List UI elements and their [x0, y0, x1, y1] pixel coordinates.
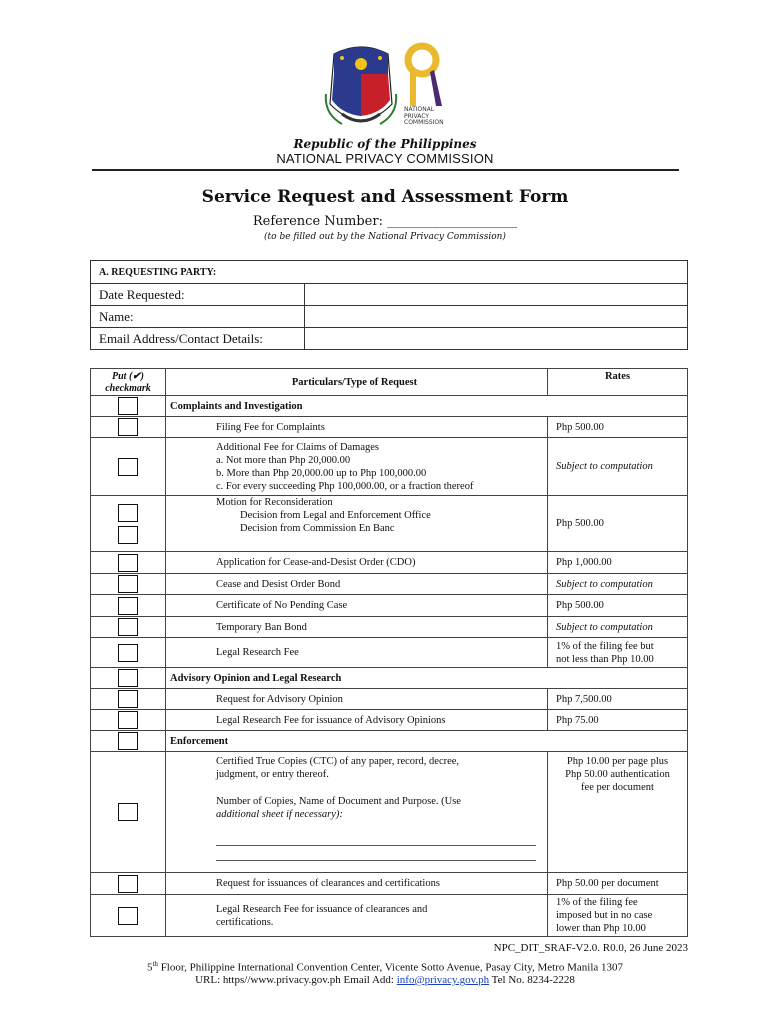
- agency-heading: NATIONAL PRIVACY COMMISSION: [276, 151, 494, 166]
- republic-heading: Republic of the Philippines: [293, 137, 477, 151]
- advisory-category-checkbox[interactable]: [118, 669, 138, 687]
- ctc-entry-line[interactable]: [216, 846, 536, 861]
- rate-line: 1% of the filing fee: [556, 897, 638, 908]
- complaints-checkbox[interactable]: [118, 397, 138, 415]
- rate-line: Php 10.00 per page plus: [566, 756, 669, 767]
- clearance-research-checkbox[interactable]: [118, 907, 138, 925]
- cdo-label: Application for Cease-and-Desist Order (CDO): [216, 557, 416, 568]
- motion-legal-checkbox[interactable]: [118, 504, 138, 522]
- advisory-opinion-label: Request for Advisory Opinion: [216, 693, 343, 705]
- npc-logo-text-line: COMMISSION: [404, 119, 444, 126]
- philippine-seal-logo: [322, 44, 400, 132]
- footer-address: [0, 960, 770, 974]
- checkmark-column-header: [91, 369, 166, 396]
- ctc-line: judgment, or entry thereof.: [216, 769, 329, 780]
- clearance-research-line: certifications.: [216, 916, 274, 928]
- damages-line: Additional Fee for Claims of Damages: [216, 441, 380, 453]
- no-pending-case-label: Certificate of No Pending Case: [216, 600, 348, 611]
- ctc-description: [166, 752, 548, 873]
- requesting-party-table: [90, 260, 688, 350]
- ban-bond-label: Temporary Ban Bond: [216, 621, 307, 633]
- services-table: [90, 368, 688, 937]
- clearances-rate: Php 50.00 per document: [548, 873, 688, 895]
- clearances-checkbox[interactable]: [118, 875, 138, 893]
- no-pending-case-checkbox[interactable]: [118, 597, 138, 615]
- npc-logo-text-line: PRIVACY: [404, 112, 430, 120]
- header-rule: [92, 169, 679, 171]
- reference-note: (to be filled out by the National Privacy Commission): [264, 232, 506, 242]
- motion-enbanc-checkbox[interactable]: [118, 526, 138, 544]
- footer-contact: [0, 974, 770, 986]
- floor-suffix: th: [152, 960, 158, 968]
- rate-line: imposed but in no case: [556, 910, 653, 921]
- npc-logo-text-line: NATIONAL: [404, 106, 435, 113]
- motion-description: [166, 496, 548, 552]
- clearance-research-rate: [548, 895, 688, 937]
- telephone: Tel No. 8234-2228: [489, 974, 575, 986]
- ctc-copies-note: additional sheet if necessary):: [216, 809, 343, 820]
- clearances-label: Request for issuances of clearances and certifications: [216, 878, 440, 889]
- advisory-research-rate: Php 75.00: [548, 710, 688, 731]
- npc-logo-text: [404, 107, 444, 127]
- email-link[interactable]: info@privacy.gov.ph: [396, 974, 490, 986]
- ctc-checkbox[interactable]: [118, 803, 138, 821]
- damages-rate: Subject to computation: [548, 438, 688, 496]
- reference-number-field[interactable]: Reference Number: ____________________: [252, 214, 518, 229]
- legal-research-rate: [548, 638, 688, 668]
- email-contact-input[interactable]: [305, 328, 688, 350]
- rate-line: not less than Php 10.00: [556, 653, 654, 665]
- form-title: Service Request and Assessment Form: [201, 187, 569, 207]
- advisory-research-label: Legal Research Fee for issuance of Advisory Opinions: [216, 714, 446, 726]
- category-enforcement: Enforcement: [166, 731, 688, 752]
- clearance-research-description: [166, 895, 548, 937]
- advisory-research-checkbox[interactable]: [118, 711, 138, 729]
- date-requested-input[interactable]: [305, 284, 688, 306]
- filing-fee-rate: Php 500.00: [548, 417, 688, 438]
- clearance-research-line: Legal Research Fee for issuance of clearances and: [216, 903, 428, 915]
- damages-checkbox[interactable]: [118, 458, 138, 476]
- damages-line: c. For every succeeding Php 100,000.00, or a fraction thereof: [216, 480, 474, 492]
- cdo-bond-label: Cease and Desist Order Bond: [216, 578, 341, 590]
- address-text: Floor, Philippine International Convention Center, Vicente Sotto Avenue, Pasay City, Metro Manila 1307: [157, 961, 624, 974]
- enforcement-category-checkbox[interactable]: [118, 732, 138, 750]
- cdo-bond-rate: Subject to computation: [548, 574, 688, 595]
- damages-line: a. Not more than Php 20,000.00: [216, 454, 351, 466]
- rate-line: fee per document: [581, 782, 654, 793]
- date-requested-label: Date Requested:: [91, 284, 305, 306]
- name-input[interactable]: [305, 306, 688, 328]
- motion-sub-item: Decision from Legal and Enforcement Office: [240, 510, 431, 521]
- cdo-checkbox[interactable]: [118, 554, 138, 572]
- ctc-line: Certified True Copies (CTC) of any paper, record, decree,: [216, 756, 460, 767]
- legal-research-checkbox[interactable]: [118, 644, 138, 662]
- damages-line: b. More than Php 20,000.00 up to Php 100,000.00: [216, 467, 427, 479]
- motion-label: Motion for Reconsideration: [216, 497, 333, 508]
- cdo-bond-checkbox[interactable]: [118, 575, 138, 593]
- rate-line: lower than Php 10.00: [556, 923, 646, 934]
- ctc-entry-line[interactable]: [216, 831, 536, 846]
- cdo-rate: Php 1,000.00: [548, 552, 688, 574]
- checkmark-header-line: Put (✔): [112, 371, 144, 382]
- motion-rate: Php 500.00: [548, 496, 688, 552]
- rate-line: Php 50.00 authentication: [565, 769, 670, 780]
- checkmark-header-line: checkmark: [105, 383, 151, 394]
- ban-bond-rate: Subject to computation: [548, 617, 688, 638]
- no-pending-case-rate: Php 500.00: [548, 595, 688, 617]
- ctc-rate: [548, 752, 688, 873]
- particulars-column-header: Particulars/Type of Request: [166, 369, 548, 396]
- rates-column-header: Rates: [548, 369, 688, 396]
- ban-bond-checkbox[interactable]: [118, 618, 138, 636]
- floor-number: 5: [146, 961, 153, 974]
- section-a-heading: A. REQUESTING PARTY:: [91, 261, 688, 284]
- category-complaints: Complaints and Investigation: [166, 396, 688, 417]
- legal-research-label: Legal Research Fee: [216, 647, 299, 658]
- rate-line: 1% of the filing fee but: [556, 640, 654, 652]
- advisory-opinion-rate: Php 7,500.00: [548, 689, 688, 710]
- category-advisory: Advisory Opinion and Legal Research: [166, 668, 688, 689]
- name-label: Name:: [91, 306, 305, 328]
- filing-fee-label: Filing Fee for Complaints: [216, 421, 325, 433]
- motion-sub-item: Decision from Commission En Banc: [240, 523, 395, 534]
- website-url: URL: https//www.privacy.gov.ph Email Add:: [195, 974, 397, 986]
- email-contact-label: Email Address/Contact Details:: [91, 328, 305, 350]
- filing-fee-checkbox[interactable]: [118, 418, 138, 436]
- document-code: NPC_DIT_SRAF-V2.0. R0.0, 26 June 2023: [493, 942, 688, 954]
- damages-description: [166, 438, 548, 496]
- advisory-opinion-checkbox[interactable]: [118, 690, 138, 708]
- ctc-copies-label: Number of Copies, Name of Document and Purpose. (Use: [216, 796, 461, 807]
